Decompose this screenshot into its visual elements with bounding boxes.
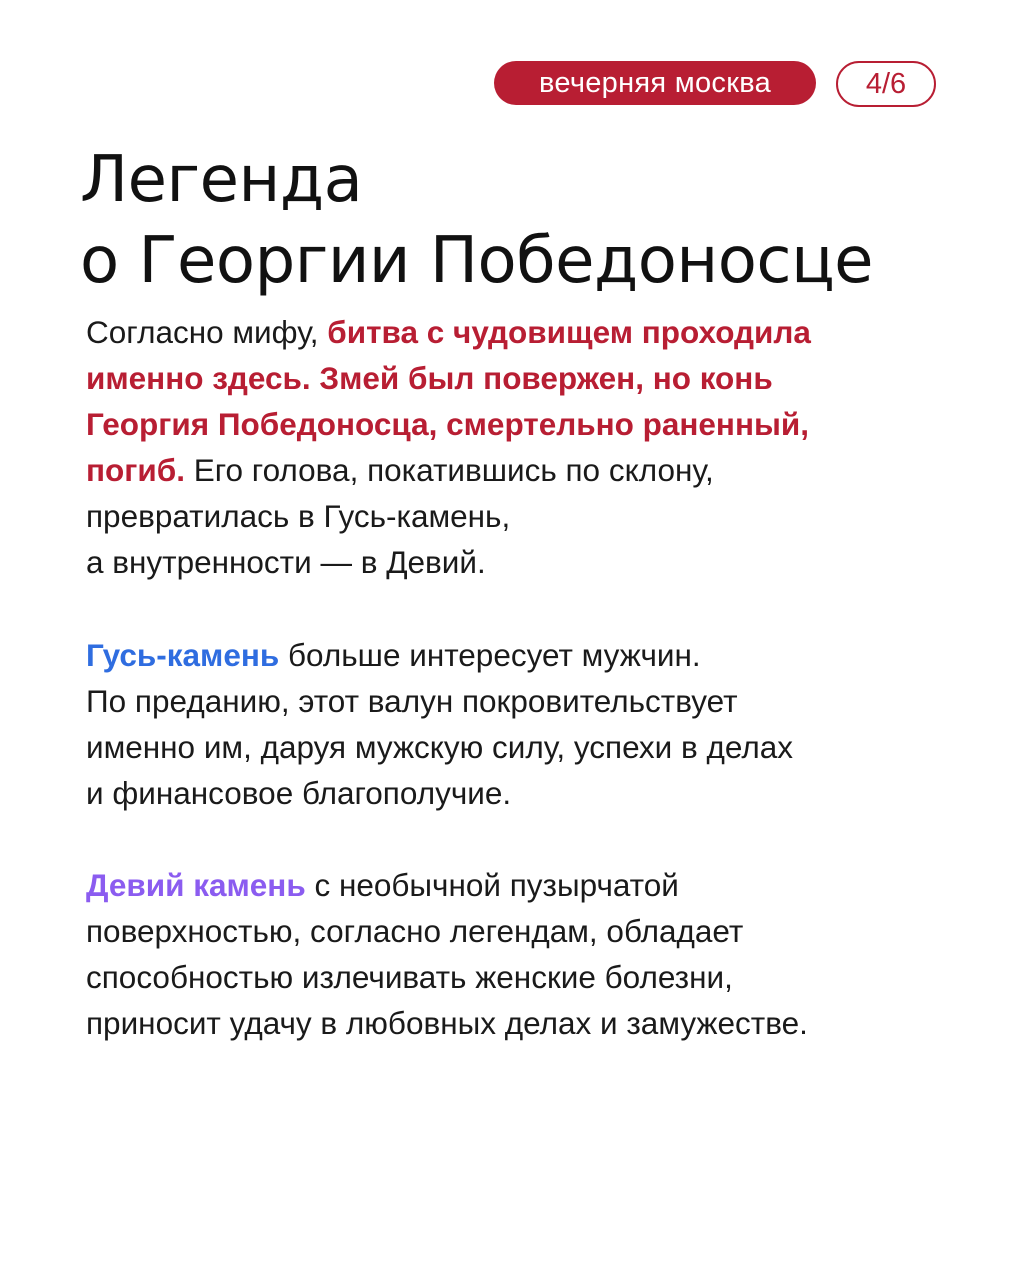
title-line-1: Легенда <box>80 143 363 217</box>
paragraph-line: способностью излечивать женские болезни, <box>86 959 733 995</box>
devy-stone-paragraph <box>86 862 966 1046</box>
highlight-blue: Гусь-камень <box>86 637 280 673</box>
title-line-2: о Георгии Победоносце <box>80 224 873 298</box>
paragraph-line: По преданию, этот валун покровительствует <box>86 683 738 719</box>
legend-paragraph <box>86 309 966 585</box>
page-counter: 4/6 <box>836 61 936 107</box>
highlight-red: погиб. <box>86 452 185 488</box>
text-plain: Согласно мифу, <box>86 314 328 350</box>
highlight-red: именно здесь. Змей был повержен, но конь <box>86 360 773 396</box>
page-title <box>80 140 873 302</box>
paragraph-line <box>86 632 966 678</box>
paragraph-line <box>86 862 966 908</box>
highlight-red: Георгия Победоносца, смертельно раненный, <box>86 406 809 442</box>
paragraph-line: именно им, даруя мужскую силу, успехи в делах <box>86 729 793 765</box>
paragraph-line: приносит удачу в любовных делах и замужестве. <box>86 1005 808 1041</box>
paragraph-line <box>86 447 966 493</box>
gus-stone-paragraph <box>86 632 966 816</box>
text-plain: больше интересует мужчин. <box>279 637 701 673</box>
text-plain: Его голова, покатившись по склону, <box>184 452 714 488</box>
text-plain: с необычной пузырчатой <box>305 867 679 903</box>
highlight-red: битва с чудовищем проходила <box>327 314 811 350</box>
paragraph-line: поверхностью, согласно легендам, обладает <box>86 913 744 949</box>
paragraph-line: и финансовое благополучие. <box>86 775 512 811</box>
paragraph-line <box>86 309 966 355</box>
highlight-purple: Девий камень <box>86 867 306 903</box>
paragraph-line: а внутренности — в Девий. <box>86 544 486 580</box>
brand-badge: вечерняя москва <box>494 61 816 105</box>
paragraph-line: превратилась в Гусь-камень, <box>86 498 511 534</box>
